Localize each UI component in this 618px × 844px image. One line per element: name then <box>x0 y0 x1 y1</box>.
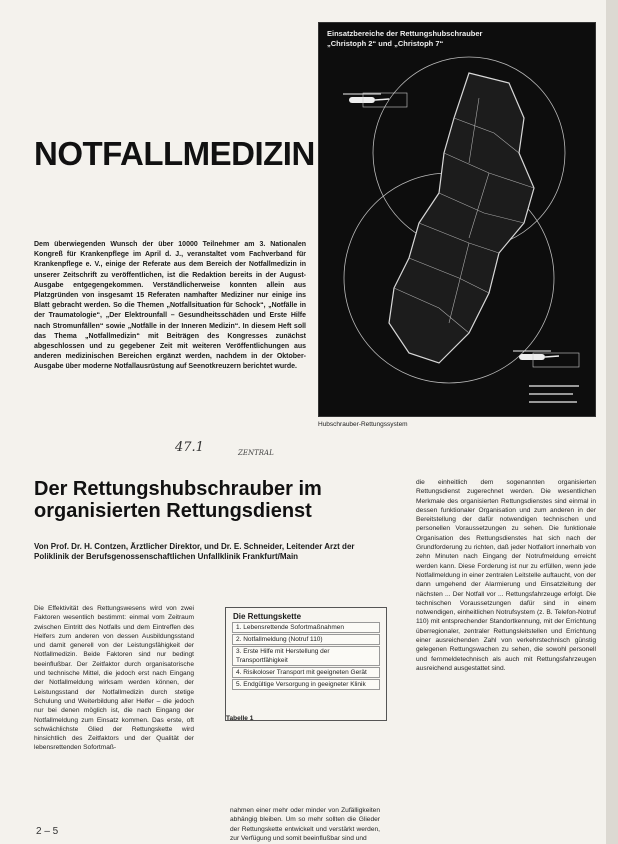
helicopter-icon-north <box>343 94 389 103</box>
page-edge <box>606 0 618 844</box>
map-legend <box>529 385 579 403</box>
section-heading: NOTFALLMEDIZIN <box>34 135 315 172</box>
map-figure <box>318 22 596 417</box>
intro-paragraph: Dem überwiegenden Wunsch der über 10000 Teilnehmer am 3. Nationalen Kongreß für Krankenpflege im April d. J., veranstaltet vom Fachverband für Krankenpflege e. V., einige der Referate aus dem Bereich der Notfallmedizin in unserer Zeitschrift zu veröffentlichen, ist die Redaktion bereits in der August-Ausgabe entgegengekommen. Verständlicherweise konnten allein aus Platzgründen von insgesamt 15 Referaten namhafter Mediziner nur einige ins Blatt gebracht werden. So die Themen „Notfallsituation für Schock“, „Notfälle in der Traumatologie“, „Der Elektrounfall – Gesundheitsschäden und Erste Hilfe nach Stromunfällen“ sowie „Notfälle in der Inneren Medizin“. In diesem Heft soll das Thema „Notfallmedizin“ mit Beiträgen des Kongresses zunächst abgeschlossen und zu gegebener Zeit mit weiteren Veröffentlichungen aus anderen medizinischen Bereichen ergänzt werden, nachdem in der Oktober-Ausgabe über moderne Notfallausrüstung auf Seenotkreuzern berichtet wurde. <box>34 241 306 371</box>
body-column-1: Die Effektivität des Rettungswesens wird von zwei Faktoren wesentlich bestimmt: einmal vom Zeitraum zwischen Eintritt des Notfalls und dem Eintreffen des Helfers zum anderen von dessen Ausbildungsstand und damit generell von der Leistungsfähigkeit der Notfallmedizin. Beide Faktoren sind nur bedingt beeinflußbar. Der Zeitfaktor durch organisatorische und technische Mittel, die jedoch erst nach Eingang der Notfallmeldung wirksam werden können, der Leistungsstand der Notfallmedizin durch stetige Schulung und Weiterbildung aller Helfer – die jedoch nur bei denen möglich ist, die nach Eingang der Notfallmeldung zum Einsatz kommen. Das erste, oft schwächlichste Glied der Rettungskette wird hinsichtlich des Zeitfaktors und der Qualität der lebensrettenden Sofortmaß- <box>34 605 194 752</box>
handwritten-stamp: ZENTRAL <box>238 449 274 457</box>
table-caption: Tabelle 1 <box>226 715 254 722</box>
map-caption: Hubschrauber-Rettungssystem <box>318 421 408 428</box>
body-column-2: nahmen einer mehr oder minder von Zufälligkeiten abhängig bleiben. Um so mehr sollten die Glieder der Rettungskette entwickelt und verstärkt werden, zur Verfügung und somit beeinflußbar sind und <box>230 807 380 842</box>
map-title-line2: „Christoph 2“ und „Christoph 7“ <box>327 39 444 48</box>
map-illustration <box>319 23 595 416</box>
table-row: 1. Lebensrettende Sofortmaßnahmen <box>232 622 380 633</box>
handwritten-note: 47.1 <box>175 440 204 455</box>
body-column-3: die einheitlich dem sogenannten organisierten Rettungsdienst zugerechnet werden. Die wesentlichen Merkmale des organisierten Rettungsdienstes sind einmal in dessen funktionaler Organisation und zum anderen in der Bereitstellung der dafür notwendigen technischen und personellen Voraussetzungen zu sehen. Die funktionale Organisation des Rettungsdienstes hat sich nach der Grundforderung zu richten, daß jeder Notfallort innerhalb von zehn Minuten nach Eingang der Notrufmeldung erreicht werden kann. Diese Forderung ist nur zu erfüllen, wenn jede Notfallmeldung in einer zentralen Leitstelle auftaucht, von der dann umgehend der Alarmierung und Einsatzleitung der nächsten ... Der Notfall vor ... Rettungsfahrzeuge erfolgt. Die technischen Voraussetzungen dafür sind in einem notwendigen, einheitlichen Notrufsystem (z. B. Telefon-Notruf 110) mit entsprechender Standortkennung, mit der Errichtung überregionaler, zentraler Rettungsleitstellen und Errichtung einer ausreichenden Zahl von verkehrstechnisch günstig gelegenen Rettungswachen zu sehen, die sowohl personell und fernmeldetechnisch als auch mit Rettungsfahrzeugen ausreichend ausgestattet sind. <box>416 479 596 672</box>
map-title-line1: Einsatzbereiche der Rettungshubschrauber <box>327 29 483 38</box>
table-row: 5. Endgültige Versorgung in geeigneter Klinik <box>232 679 380 690</box>
article-title: Der Rettungshubschrauber im organisierten Rettungsdienst <box>34 478 322 522</box>
table-heading: Die Rettungskette <box>233 612 302 621</box>
table-row: 3. Erste Hilfe mit Herstellung der Transportfähigkeit <box>232 646 380 666</box>
table-row: 4. Risikoloser Transport mit geeigneten Gerät <box>232 667 380 678</box>
region-outline <box>389 73 534 363</box>
table-list <box>232 622 380 691</box>
page-number: 2 – 5 <box>36 826 59 837</box>
rettungskette-table <box>225 607 387 721</box>
article-authors: Von Prof. Dr. H. Contzen, Ärztlicher Direktor, und Dr. E. Schneider, Leitender Arzt der Poliklinik der Berufsgenossenschaftlichen Unfallklinik Frankfurt/Main <box>34 542 355 561</box>
helicopter-icon-south <box>513 351 559 360</box>
table-row: 2. Notfallmeldung (Notruf 110) <box>232 634 380 645</box>
